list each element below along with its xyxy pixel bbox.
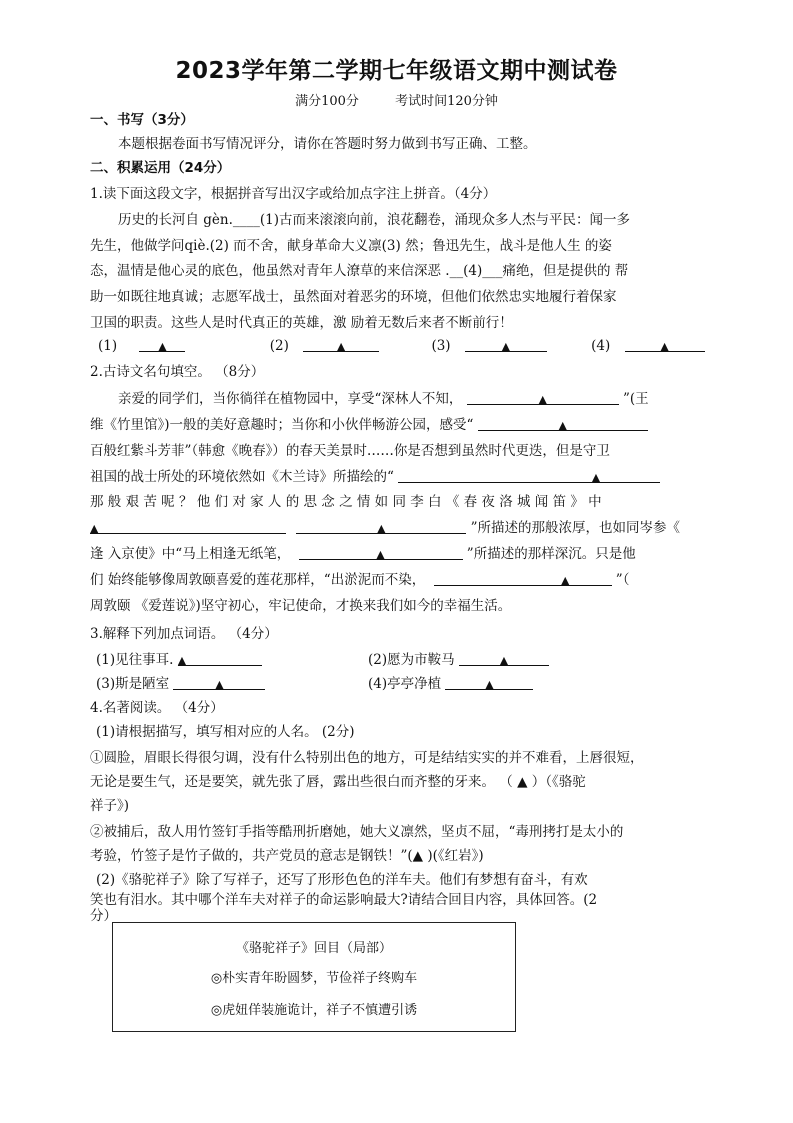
q4-p2-line1: ②被捕后，敌人用竹签钉手指等酷刑折磨她，她大义凛然，坚贞不屈，“毒刑拷打是太小的	[90, 824, 624, 840]
answer-marker-icon: ▲	[90, 522, 99, 535]
answer-marker-icon: ▲	[591, 471, 601, 484]
q3-item-4-label: (4)亭亭净植	[368, 676, 442, 692]
q1-passage-line3: 态，温情是他心灵的底色，他虽然对青年人潦草的来信深恶 .__(4)___痛绝，但是提供的 帮	[90, 263, 629, 279]
q4-sub2-line2: 笑也有泪水。其中哪个洋车夫对祥子的命运影响最大?请结合回目内容，具体回答。(2	[90, 892, 598, 908]
q1-answer-label-1: (1)	[98, 338, 118, 354]
exam-subtitle	[0, 90, 793, 109]
q1-passage-line5: 卫国的职责。这些人是时代真正的英雄，激 励着无数后来者不断前行！	[90, 315, 513, 331]
q2-blank-7[interactable]	[434, 570, 612, 586]
box-item-2: ◎虎妞佯装施诡计，祥子不慎遭引诱	[210, 1003, 418, 1018]
q2-blank-3[interactable]	[398, 467, 660, 483]
exam-title: 2023学年第二学期七年级语文期中测试卷	[175, 58, 618, 84]
time-info: 考试时间120分钟	[395, 94, 498, 109]
q1-answer-label-2: (2)	[269, 338, 289, 354]
q3-blank-1[interactable]	[178, 650, 262, 666]
q1-answer-label-3: (3)	[431, 338, 451, 354]
q1-passage-line1: 历史的长河自 gèn.____(1)古而来滚滚向前，浪花翻卷，涌现众多人杰与平民：闻一多	[118, 212, 631, 228]
q2-line7-text: 逢 入京使》中“马上相逢无纸笔，	[90, 546, 291, 562]
q2-line6-text: ”所描述的那般浓厚，也如同岑参《	[470, 520, 680, 536]
q2-line4	[90, 467, 702, 487]
q1-passage-line2: 先生，他做学问qiè.(2) 而不舍，献身革命大义凛(3) 然；鲁迅先生，战斗是他人生 的姿	[90, 238, 612, 254]
q3-item-3-label: (3)斯是陋室	[96, 676, 170, 692]
q1-answer-blank-4[interactable]	[625, 336, 705, 352]
q1-answer-blank-2[interactable]	[303, 336, 379, 352]
q1-answer-label-4: (4)	[591, 338, 611, 354]
answer-marker-icon: ▲	[558, 419, 567, 432]
score-info: 满分100分	[295, 94, 359, 109]
q2-line8	[90, 570, 702, 590]
q2-line4-text: 祖国的战士所处的环境依然如《木兰诗》所描绘的“	[90, 469, 394, 485]
q1-answer-row	[98, 336, 710, 356]
box-title: 《骆驼祥子》回目（局部）	[235, 941, 392, 956]
answer-marker-icon: ▲	[485, 678, 494, 691]
q2-line1-tail: ”(王	[623, 391, 649, 407]
section2-heading: 二、积累运用（24分）	[90, 160, 231, 176]
q2-line2	[90, 415, 702, 435]
q2-line9: 周敦颐 《爱莲说》)坚守初心，牢记使命，才换来我们如今的幸福生活。	[90, 598, 512, 614]
q4-p1-line2: 无论是要生气，还是要笑，就先张了唇，露出些很白而齐整的牙来。 （ ▲ ）（《骆驼	[90, 774, 586, 790]
q2-blank-6[interactable]	[299, 544, 463, 560]
q2-line8-text: 们 始终能够像周敦颐喜爱的莲花那样，“出淤泥而不染，	[90, 572, 426, 588]
box-item-1: ◎朴实青年盼圆梦，节俭祥子终购车	[210, 971, 418, 986]
q3-prompt: 3.解释下列加点词语。 （4分）	[90, 626, 278, 642]
q3-blank-2[interactable]	[459, 650, 549, 666]
answer-marker-icon: ▲	[499, 654, 509, 667]
answer-marker-icon: ▲	[177, 654, 187, 667]
q1-answer-blank-1[interactable]	[139, 336, 185, 352]
section1-heading: 一、书写（3分）	[90, 112, 194, 128]
q2-line8-tail: ”（	[615, 572, 630, 588]
answer-marker-icon: ▲	[215, 678, 224, 691]
answer-marker-icon: ▲	[660, 340, 669, 353]
q2-blank-5[interactable]	[296, 518, 466, 534]
q2-line1-text: 亲爱的同学们，当你徜徉在植物园中，享受“深林人不知，	[118, 391, 463, 407]
section1-body: 本题根据卷面书写情况评分，请你在答题时努力做到书写正确、工整。	[118, 136, 537, 152]
q2-line1	[118, 389, 702, 409]
answer-marker-icon: ▲	[561, 574, 570, 587]
q1-passage-line4: 助一如既往地真诚；志愿军战士，虽然面对着恶劣的环境，但他们依然忠实地履行着保家	[90, 289, 617, 305]
q4-p1-line3: 祥子》)	[90, 798, 130, 814]
q3-blank-3[interactable]	[173, 674, 265, 690]
q2-line2-text: 维《竹里馆》)一般的美好意趣时；当你和小伙伴畅游公园，感受“	[90, 417, 474, 433]
answer-marker-icon: ▲	[376, 548, 385, 561]
answer-marker-icon: ▲	[377, 522, 386, 535]
q1-prompt: 1.读下面这段文字，根据拼音写出汉字或给加点字注上拼音。（4分）	[90, 186, 497, 202]
q2-prompt: 2.古诗文名句填空。 （8分）	[90, 364, 265, 380]
q3-item-2	[368, 650, 688, 670]
q1-answer-blank-3[interactable]	[465, 336, 547, 352]
q2-blank-2[interactable]	[478, 415, 648, 431]
q2-line6	[90, 518, 702, 538]
answer-marker-icon: ▲	[501, 340, 511, 353]
q4-sub2-line1: (2)《骆驼祥子》除了写祥子，还写了形形色色的洋车夫。他们有梦想有奋斗，有欢	[96, 872, 588, 888]
q2-blank-4[interactable]	[90, 518, 286, 534]
q4-p1-line1: ①圆脸，眉眼长得很匀调，没有什么特别出色的地方，可是结结实实的并不难看，上唇很短，	[90, 750, 644, 766]
q2-line7	[90, 544, 702, 564]
q3-item-4	[368, 674, 688, 694]
q2-line7-tail: ”所描述的那样深沉。只是他	[466, 546, 636, 562]
q4-sub2-line3: 分）	[90, 908, 117, 924]
answer-marker-icon: ▲	[158, 340, 167, 353]
q3-item-2-label: (2)愿为市鞍马	[368, 652, 455, 668]
q3-blank-4[interactable]	[445, 674, 533, 690]
answer-marker-icon: ▲	[336, 340, 346, 353]
q2-line5: 那 般 艰 苦 呢 ？ 他 们 对 家 人 的 思 念 之 情 如 同 李 白 《 春 夜 洛 城 闻 笛 》 中	[90, 494, 602, 510]
q2-line3: 百般红紫斗芳菲”（韩愈《晚春》）的春天美景时……你是否想到虽然时代更迭，但是守卫	[90, 443, 610, 459]
chapter-titles-box	[112, 922, 516, 1032]
q2-blank-1[interactable]	[467, 389, 619, 405]
answer-marker-icon: ▲	[538, 393, 547, 406]
q4-sub1: (1)请根据描写，填写相对应的人名。 (2分)	[96, 724, 355, 740]
q3-item-1-label: (1)见往事耳.	[96, 652, 174, 668]
q4-p2-line2: 考验，竹签子是竹子做的，共产党员的意志是钢铁！”(▲ )(《红岩》)	[90, 848, 484, 864]
q4-prompt: 4.名著阅读。 （4分）	[90, 700, 224, 716]
